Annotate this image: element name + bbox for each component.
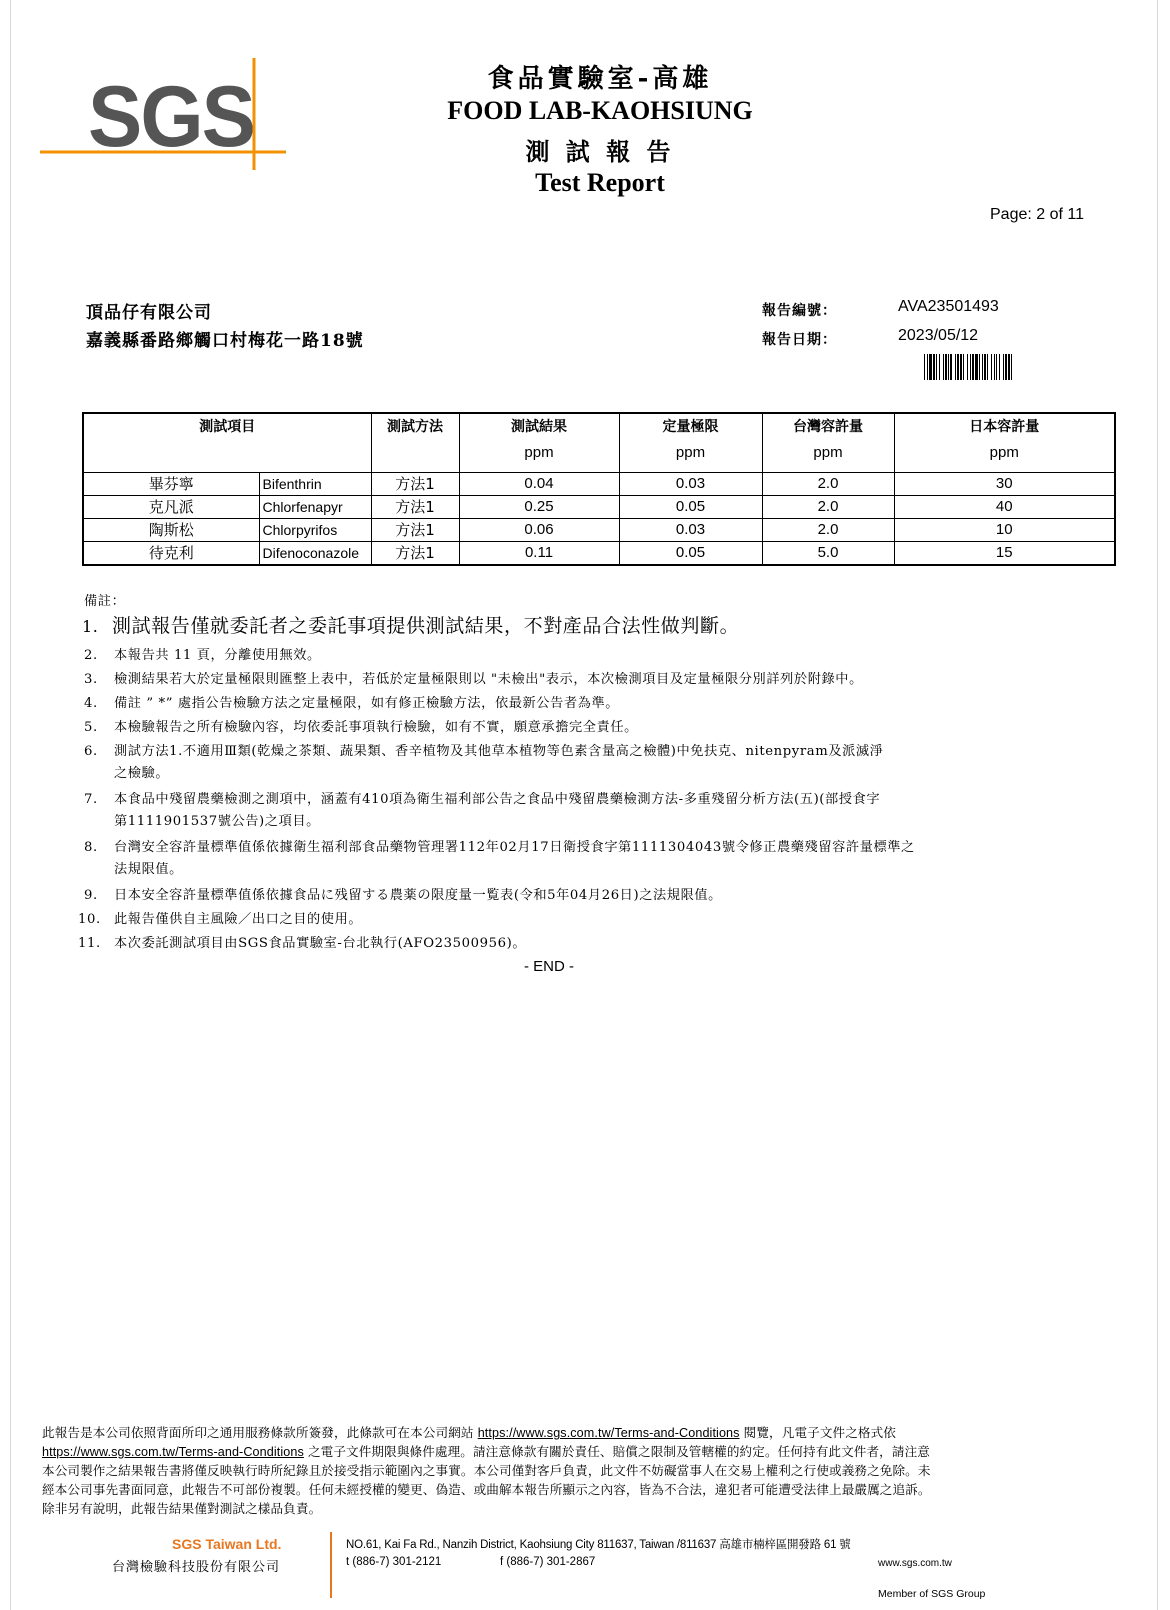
terms-link[interactable]: https://www.sgs.com.tw/Terms-and-Conditions <box>477 1426 740 1440</box>
footer-line-3: 本公司製作之結果報告書將僅反映執行時所紀錄且於接受指示範圍內之事實。本公司僅對客戶負責，此文件不妨礙當事人在交易上權利之行使或義務之免除。未 <box>42 1463 931 1478</box>
cell-item-zh: 待克利 <box>83 542 259 566</box>
client-address: 嘉義縣番路鄉觸口村梅花一路18號 <box>86 331 364 351</box>
footer-line-2: https://www.sgs.com.tw/Terms-and-Conditions 之電子文件期限與條件處理。請注意條款有關於責任、賠償之限制及管轄權的約定。任何持有此文件者，請注意 <box>42 1444 930 1459</box>
note-item: 1. 測試報告僅就委託者之委託事項提供測試結果，不對產品合法性做判斷。 <box>82 615 740 637</box>
table-row <box>83 496 1115 519</box>
cell-result: 0.25 <box>459 496 619 519</box>
note-item-continued: 第1111901537號公告)之項目。 <box>114 814 320 829</box>
barcode-bar <box>967 354 968 380</box>
col-header-loq: 定量極限 ppm <box>619 413 762 473</box>
report-number: AVA23501493 <box>898 298 999 315</box>
cell-method: 方法1 <box>371 496 459 519</box>
note-item: 2. 本報告共 11 頁，分離使用無效。 <box>84 648 321 663</box>
barcode-bar <box>987 354 988 380</box>
note-item: 10. 此報告僅供自主風險／出口之目的使用。 <box>78 912 363 927</box>
barcode-bar <box>936 354 937 380</box>
footer-line-5: 除非另有說明，此報告結果僅對測試之樣品負責。 <box>42 1501 322 1516</box>
barcode-bar <box>979 354 980 380</box>
notes-title: 備註： <box>84 594 126 609</box>
col-header-result: 測試結果 ppm <box>459 413 619 473</box>
barcode-bar <box>933 354 935 380</box>
cell-taiwan-mrl: 2.0 <box>762 473 894 496</box>
member-of-sgs: Member of SGS Group <box>878 1588 986 1600</box>
barcode-bar <box>943 354 944 380</box>
barcode-bar <box>999 354 1000 380</box>
results-table <box>82 412 1116 566</box>
cell-loq: 0.05 <box>619 496 762 519</box>
barcode-bar <box>975 354 978 380</box>
barcode-bar <box>996 354 997 380</box>
cell-japan-mrl: 40 <box>894 496 1115 519</box>
terms-link[interactable]: https://www.sgs.com.tw/Terms-and-Conditions <box>42 1445 304 1459</box>
cell-method: 方法1 <box>371 542 459 566</box>
cell-item-zh: 克凡派 <box>83 496 259 519</box>
cell-result: 0.06 <box>459 519 619 542</box>
note-item: 5. 本檢驗報告之所有檢驗內容，均依委託事項執行檢驗，如有不實，願意承擔完全責任。 <box>84 720 638 735</box>
cell-japan-mrl: 15 <box>894 542 1115 566</box>
barcode-bar <box>963 354 964 380</box>
footer-divider <box>330 1532 332 1598</box>
note-item: 8. 台灣安全容許量標準值係依據衛生福利部食品藥物管理署112年02月17日衛授食字第1111304043號令修正農藥殘留容許量標準之 <box>84 840 915 855</box>
cell-taiwan-mrl: 2.0 <box>762 496 894 519</box>
footer-line-4: 經本公司事先書面同意，此報告不可部份複製。任何未經授權的變更、偽造、或曲解本報告所顯示之內容，皆為不合法，違犯者可能遭受法律上最嚴厲之追訴。 <box>42 1482 931 1497</box>
cell-japan-mrl: 30 <box>894 473 1115 496</box>
company-fax: f (886-7) 301-2867 <box>500 1556 596 1568</box>
note-item: 9. 日本安全容許量標準值係依據食品に残留する農薬の限度量一覧表(令和5年04月26日)之法規限值。 <box>84 888 722 903</box>
sgs-logo <box>40 58 292 178</box>
barcode-bar <box>948 354 949 380</box>
cell-loq: 0.03 <box>619 473 762 496</box>
cell-item-en: Difenoconazole <box>259 542 371 566</box>
barcode-bar <box>982 354 983 380</box>
report-number-label: 報告編號： <box>762 303 837 319</box>
barcode-bar <box>957 354 959 380</box>
note-item: 3. 檢測結果若大於定量極限則匯整上表中，若低於定量極限則以 "未檢出"表示，本次檢測項目及定量極限分別詳列於附錄中。 <box>84 672 863 687</box>
company-name-en: SGS Taiwan Ltd. <box>172 1536 282 1552</box>
table-row <box>83 542 1115 566</box>
barcode-bar <box>972 354 974 380</box>
barcode-bar <box>960 354 962 380</box>
table-header-row <box>83 413 1115 473</box>
col-header-item: 測試項目 <box>83 413 371 473</box>
company-website[interactable]: www.sgs.com.tw <box>878 1558 952 1569</box>
cell-japan-mrl: 10 <box>894 519 1115 542</box>
company-tel: t (886-7) 301-2121 <box>346 1556 442 1568</box>
report-title-en: Test Report <box>535 168 665 197</box>
barcode-bar <box>955 354 956 380</box>
col-header-method: 測試方法 <box>371 413 459 473</box>
note-item-continued: 法規限值。 <box>114 862 183 877</box>
col-header-taiwan-mrl: 台灣容許量 ppm <box>762 413 894 473</box>
cell-loq: 0.05 <box>619 542 762 566</box>
barcode-bar <box>924 354 925 380</box>
svg-text:SGS: SGS <box>88 69 254 165</box>
footer-line-1: 此報告是本公司依照背面所印之通用服務條款所簽發，此條款可在本公司網站 https://www.sgs.com.tw/Terms-and-Conditions 閱覽，凡電子文件之格式依 <box>42 1425 896 1440</box>
cell-method: 方法1 <box>371 519 459 542</box>
barcode-bar <box>927 354 928 380</box>
end-marker: - END - <box>524 958 574 975</box>
table-row <box>83 473 1115 496</box>
table-row <box>83 519 1115 542</box>
cell-result: 0.11 <box>459 542 619 566</box>
cell-item-en: Chlorfenapyr <box>259 496 371 519</box>
barcode-bar <box>1008 354 1010 380</box>
note-item: 11. 本次委託測試項目由SGS食品實驗室-台北執行(AFO23500956)。 <box>78 936 527 951</box>
barcode-bar <box>994 354 995 380</box>
barcode-bar <box>1005 354 1007 380</box>
client-name: 頂品仔有限公司 <box>86 303 212 323</box>
note-item-continued: 之檢驗。 <box>114 766 170 781</box>
barcode-bar <box>991 354 992 380</box>
cell-method: 方法1 <box>371 473 459 496</box>
company-name-zh: 台灣檢驗科技股份有限公司 <box>112 1560 281 1575</box>
report-title-zh: 測 試 報 告 <box>525 137 675 166</box>
cell-loq: 0.03 <box>619 519 762 542</box>
lab-title-zh: 食品實驗室-高雄 <box>487 64 713 94</box>
report-date: 2023/05/12 <box>898 327 979 344</box>
lab-title-en: FOOD LAB-KAOHSIUNG <box>447 96 753 125</box>
cell-taiwan-mrl: 2.0 <box>762 519 894 542</box>
note-item: 7. 本食品中殘留農藥檢測之測項中，涵蓋有410項為衛生福利部公告之食品中殘留農藥檢測方法-多重殘留分析方法(五)(部授食字 <box>84 792 881 807</box>
page-number: Page: 2 of 11 <box>990 206 1084 223</box>
barcode-bar <box>939 354 940 380</box>
barcode-bar <box>950 354 952 380</box>
cell-item-en: Chlorpyrifos <box>259 519 371 542</box>
cell-item-en: Bifenthrin <box>259 473 371 496</box>
cell-item-zh: 陶斯松 <box>83 519 259 542</box>
company-address: NO.61, Kai Fa Rd., Nanzih District, Kaohsiung City 811637, Taiwan /811637 高雄市楠梓區開發路 61 號 <box>346 1539 851 1551</box>
note-item: 6. 測試方法1.不適用Ⅲ類(乾燥之茶類、蔬果類、香辛植物及其他草本植物等色素含量高之檢體)中免扶克、nitenpyram及派滅淨 <box>84 744 884 759</box>
barcode-bar <box>970 354 971 380</box>
note-item: 4. 備註 ” *” 處指公告檢驗方法之定量極限，如有修正檢驗方法，依最新公告者為準。 <box>84 696 620 711</box>
barcode-bar <box>1011 354 1012 380</box>
cell-result: 0.04 <box>459 473 619 496</box>
report-date-label: 報告日期： <box>762 332 837 348</box>
barcode-bar <box>929 354 932 380</box>
cell-taiwan-mrl: 5.0 <box>762 542 894 566</box>
barcode-bar <box>945 354 947 380</box>
barcode-bar <box>1003 354 1004 380</box>
cell-item-zh: 畢芬寧 <box>83 473 259 496</box>
barcode-bar <box>984 354 986 380</box>
col-header-japan-mrl: 日本容許量 ppm <box>894 413 1115 473</box>
barcode <box>924 354 1084 385</box>
